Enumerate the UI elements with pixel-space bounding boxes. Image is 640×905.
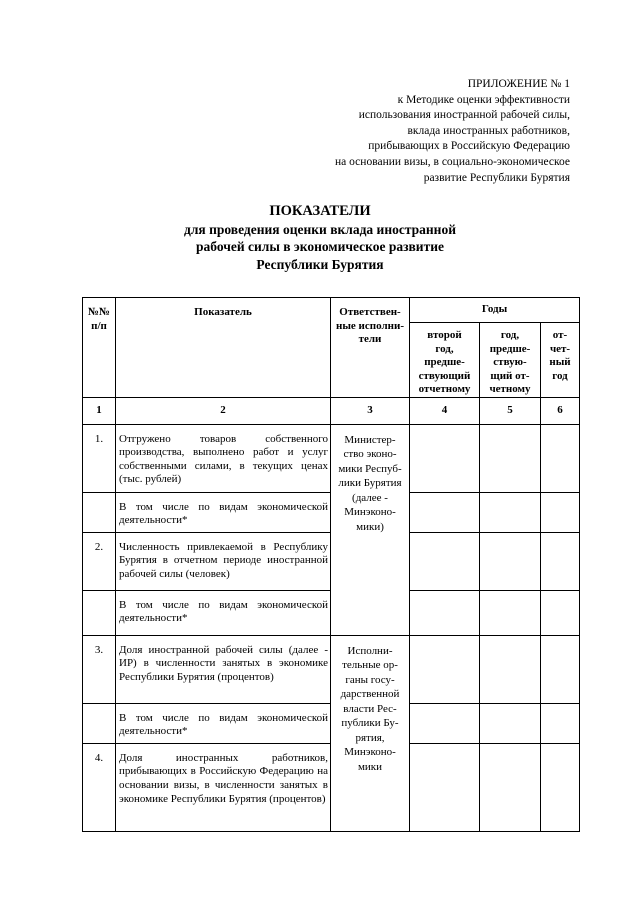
header-text: четному <box>489 383 531 395</box>
value-cell <box>410 703 480 743</box>
value-cell <box>541 424 580 492</box>
column-number: 5 <box>480 397 541 424</box>
value-cell <box>480 635 541 703</box>
value-cell <box>541 532 580 590</box>
value-cell <box>541 635 580 703</box>
header-years: Годы <box>410 298 580 323</box>
value-cell <box>480 532 541 590</box>
title-line: рабочей силы в экономическое развитие <box>196 239 444 254</box>
row-indicator: В том числе по видам экономической деятельности* <box>116 590 331 635</box>
responsible-text: Минэконо- <box>344 746 396 759</box>
value-cell <box>410 492 480 532</box>
header-text: второй <box>427 329 462 341</box>
row-indicator: Численность привлекаемой в Республику Бурятия в отчетном периоде иностранной рабочей силы (человек) <box>116 532 331 590</box>
value-cell <box>541 590 580 635</box>
value-cell <box>541 492 580 532</box>
value-cell <box>480 492 541 532</box>
header-text: год <box>552 369 568 382</box>
appendix-line: к Методике оценки эффективности <box>397 93 570 106</box>
appendix-line: вклада иностранных работников, <box>407 124 570 137</box>
header-responsible <box>331 298 410 398</box>
header-text: чет- <box>549 342 571 355</box>
header-year-col <box>541 323 580 398</box>
responsible-cell <box>331 635 410 831</box>
responsible-text: дарственной <box>340 688 400 701</box>
responsible-text: мики) <box>356 520 384 533</box>
value-cell <box>541 703 580 743</box>
row-number: 3. <box>83 635 116 703</box>
value-cell <box>541 743 580 831</box>
responsible-cell <box>331 424 410 635</box>
responsible-text: рятия, <box>355 731 385 744</box>
responsible-text: тельные ор- <box>342 659 398 672</box>
row-number <box>83 492 116 532</box>
value-cell <box>410 590 480 635</box>
header-year-col <box>480 323 541 398</box>
responsible-text: публики Бу- <box>341 717 399 730</box>
value-cell <box>410 635 480 703</box>
row-number <box>83 590 116 635</box>
appendix-line: развитие Республики Бурятия <box>423 171 570 184</box>
row-indicator: Отгружено товаров собственного производства, выполнено работ и услуг собственными силами, в текущих ценах (тыс. рублей) <box>116 424 331 492</box>
appendix-line: ПРИЛОЖЕНИЕ № 1 <box>467 78 570 90</box>
column-number: 3 <box>331 397 410 424</box>
value-cell <box>480 703 541 743</box>
header-text: Ответствен- <box>339 306 401 318</box>
responsible-text: власти Рес- <box>343 702 397 715</box>
title-line: Республики Бурятия <box>256 256 384 272</box>
header-text: год, <box>500 329 520 341</box>
value-cell <box>480 743 541 831</box>
responsible-text: мики <box>357 760 383 773</box>
value-cell <box>410 424 480 492</box>
responsible-text: (далее - <box>352 491 388 504</box>
title-line: для проведения оценки вклада иностранной <box>184 221 456 237</box>
value-cell <box>480 424 541 492</box>
responsible-text: Министер- <box>344 433 396 446</box>
appendix-line: использования иностранной рабочей силы, <box>358 109 570 122</box>
responsible-text: Минэконо- <box>344 506 396 518</box>
value-cell <box>410 743 480 831</box>
responsible-text: лики Бурятия <box>338 477 402 489</box>
row-number: 2. <box>83 532 116 590</box>
title-line: ПОКАЗАТЕЛИ <box>269 203 371 219</box>
row-indicator: В том числе по видам экономической деятельности* <box>116 492 331 532</box>
row-indicator: Доля иностранных работников, прибывающих в Российскую Федерацию на основании визы, в численности занятых в экономике Республики Бурятия (процентов) <box>116 743 331 831</box>
row-number: 1. <box>83 424 116 492</box>
header-text: №№ <box>87 306 111 318</box>
responsible-text: ство эконо- <box>343 448 397 460</box>
header-text: от- <box>552 329 568 341</box>
row-indicator: В том числе по видам экономической деятельности* <box>116 703 331 743</box>
column-number: 6 <box>541 397 580 424</box>
indicators-table <box>82 297 580 832</box>
header-text: ные исполни- <box>336 319 404 332</box>
responsible-text: ганы госу- <box>345 673 395 686</box>
header-text: п/п <box>91 319 107 332</box>
value-cell <box>410 532 480 590</box>
column-number-row <box>83 397 580 424</box>
appendix-header <box>230 77 570 186</box>
column-number: 2 <box>116 397 331 424</box>
header-text: отчетному <box>418 383 471 395</box>
header-text: тели <box>358 333 382 345</box>
header-text: ствую- <box>493 356 527 368</box>
row-indicator: Доля иностранной рабочей силы (далее - ИР) в численности занятых в экономике Республики Бурятия (процентов) <box>116 635 331 703</box>
document-title <box>0 203 640 273</box>
header-text: ствующий <box>418 369 471 382</box>
responsible-text: Исполни- <box>347 644 393 657</box>
header-indicator: Показатель <box>116 298 331 398</box>
value-cell <box>480 590 541 635</box>
table-header-row <box>83 298 580 323</box>
header-text: щий от- <box>490 369 530 382</box>
column-number: 4 <box>410 397 480 424</box>
responsible-text: мики Респуб- <box>338 462 402 475</box>
row-number <box>83 703 116 743</box>
header-text: год, <box>435 342 454 355</box>
header-year-col <box>410 323 480 398</box>
table-row <box>83 424 580 492</box>
row-number: 4. <box>83 743 116 831</box>
header-text: предше- <box>424 356 465 368</box>
header-text: ный <box>549 356 571 368</box>
appendix-line: прибывающих в Российскую Федерацию <box>368 140 570 153</box>
column-number: 1 <box>83 397 116 424</box>
table-row <box>83 635 580 703</box>
header-num <box>83 298 116 398</box>
appendix-line: на основании визы, в социально-экономическое <box>335 155 570 168</box>
header-text: предше- <box>489 342 531 355</box>
